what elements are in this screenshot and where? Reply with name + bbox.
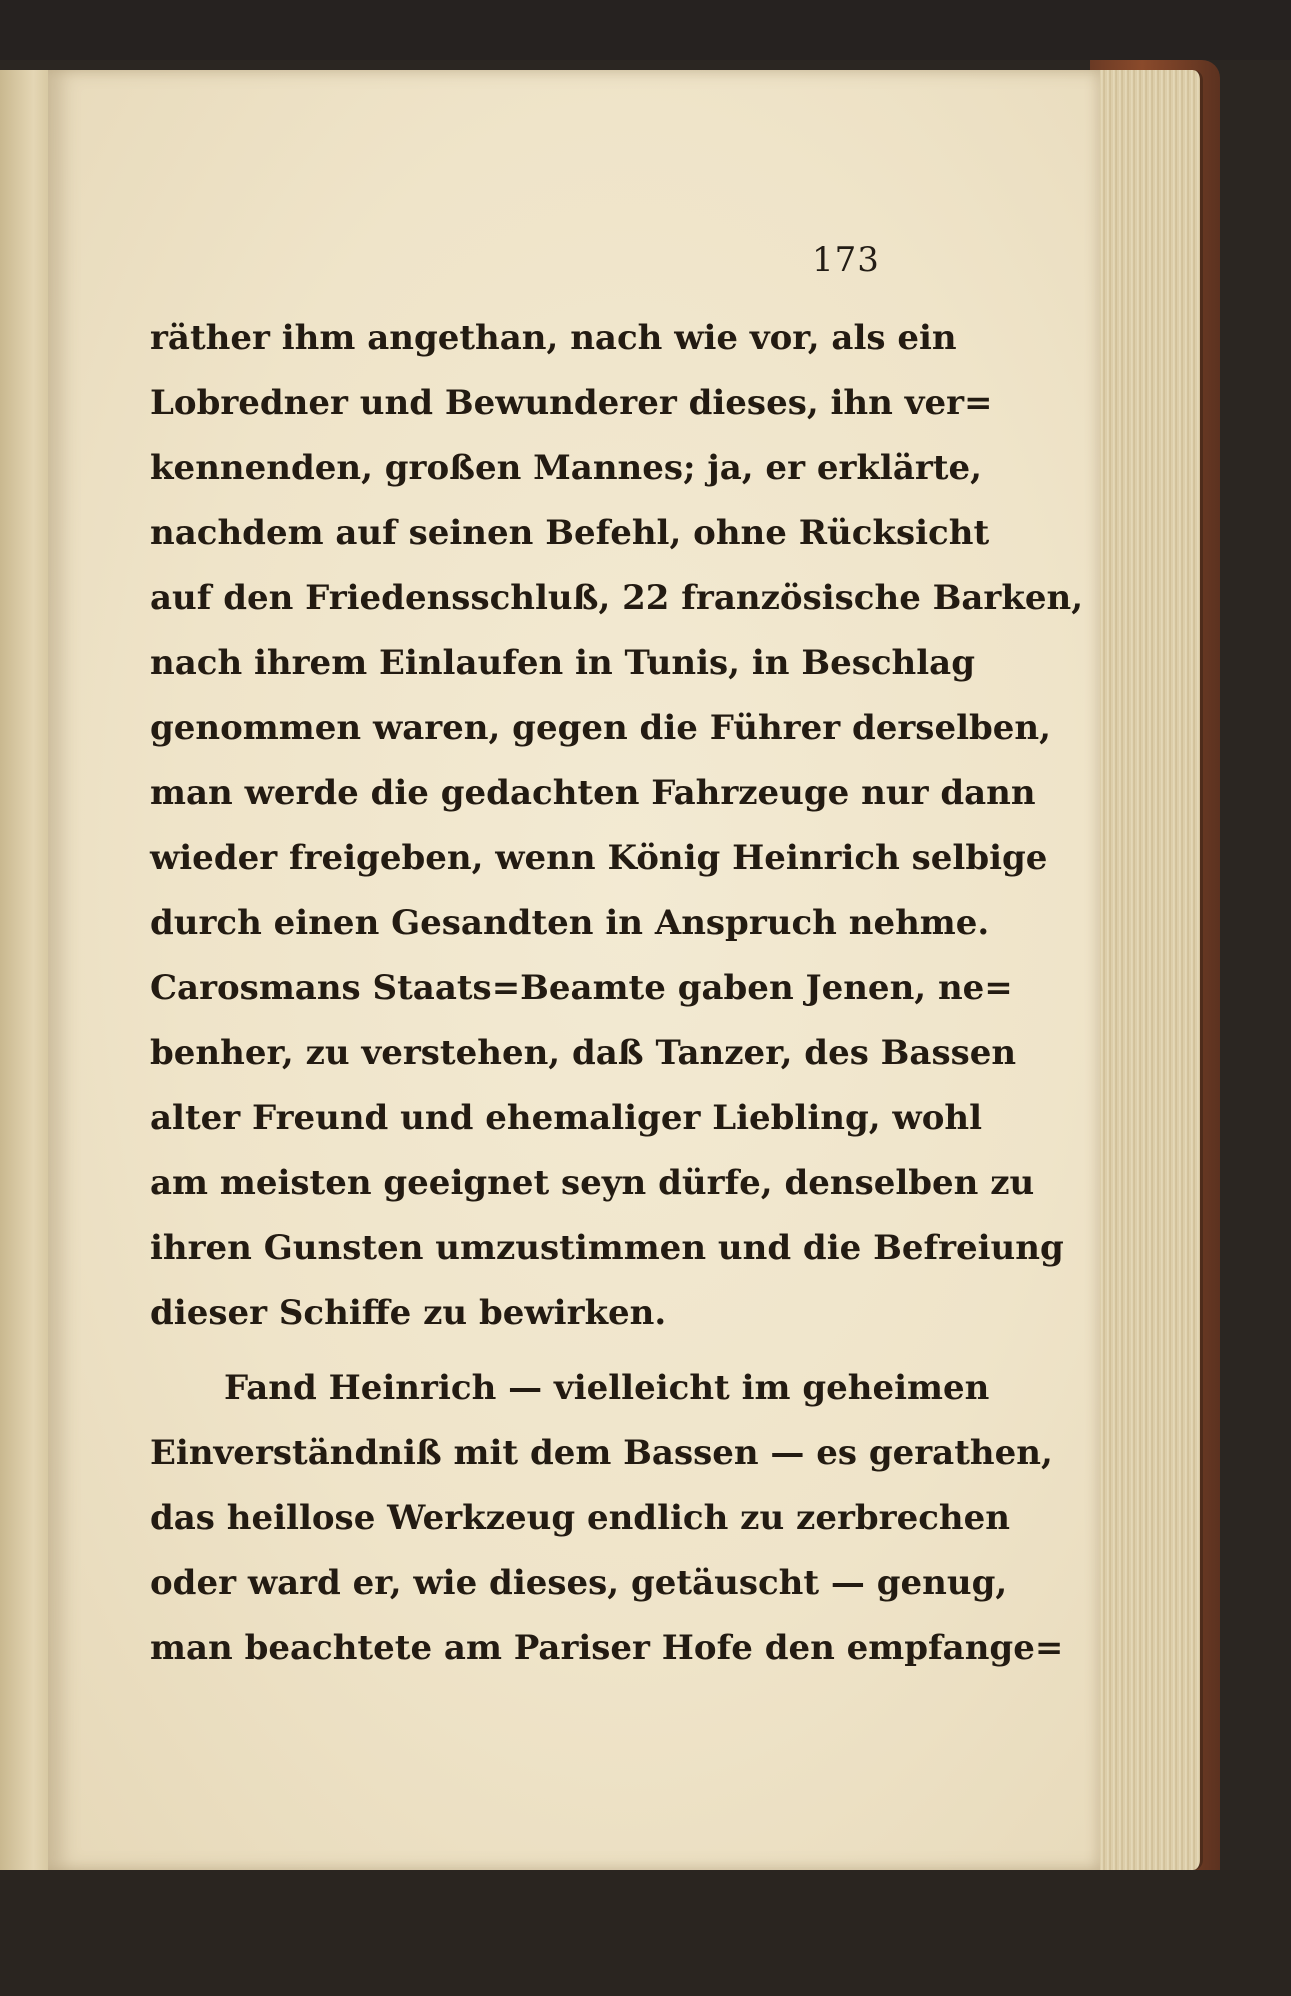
text-line: nach ihrem Einlaufen in Tunis, in Beschlag [150, 643, 975, 683]
text-line: genommen waren, gegen die Führer derselben, [150, 708, 1051, 748]
page-number: 173 [812, 240, 880, 280]
page-block-edges [1100, 70, 1203, 1870]
text-line: man werde die gedachten Fahrzeuge nur dann [150, 773, 1036, 813]
text-line: Fand Heinrich — vielleicht im geheimen [224, 1368, 990, 1408]
text-line: Carosmans Staats=Beamte gaben Jenen, ne= [150, 968, 1013, 1008]
text-line: auf den Friedensschluß, 22 französische Barken, [150, 578, 1084, 618]
paragraph [150, 1356, 1064, 1681]
text-line: kennenden, großen Mannes; ja, er erklärte, [150, 448, 982, 488]
text-line: am meisten geeignet seyn dürfe, denselben zu [150, 1163, 1035, 1203]
text-line: alter Freund und ehemaliger Liebling, wohl [150, 1098, 983, 1138]
text-line: dieser Schiffe zu bewirken. [150, 1293, 667, 1333]
page-text [150, 306, 1084, 1681]
paragraph [150, 306, 1084, 1346]
facing-page-edge [0, 70, 50, 1870]
text-line: räther ihm angethan, nach wie vor, als ein [150, 318, 957, 358]
text-line: Einverständniß mit dem Bassen — es gerathen, [150, 1433, 1053, 1473]
text-line: Lobredner und Bewunderer dieses, ihn ver= [150, 383, 993, 423]
text-line: oder ward er, wie dieses, getäuscht — genug, [150, 1563, 1008, 1603]
text-line: nachdem auf seinen Befehl, ohne Rücksicht [150, 513, 990, 553]
text-line: benher, zu verstehen, daß Tanzer, des Bassen [150, 1033, 1017, 1073]
scan-background-top [0, 0, 1291, 60]
scan-background-bottom [0, 1870, 1291, 1996]
text-line: das heillose Werkzeug endlich zu zerbrechen [150, 1498, 1010, 1538]
text-line: man beachtete am Pariser Hofe den empfange= [150, 1628, 1064, 1668]
text-line: ihren Gunsten umzustimmen und die Befreiung [150, 1228, 1064, 1268]
text-line: durch einen Gesandten in Anspruch nehme. [150, 903, 990, 943]
text-line: wieder freigeben, wenn König Heinrich selbige [150, 838, 1048, 878]
